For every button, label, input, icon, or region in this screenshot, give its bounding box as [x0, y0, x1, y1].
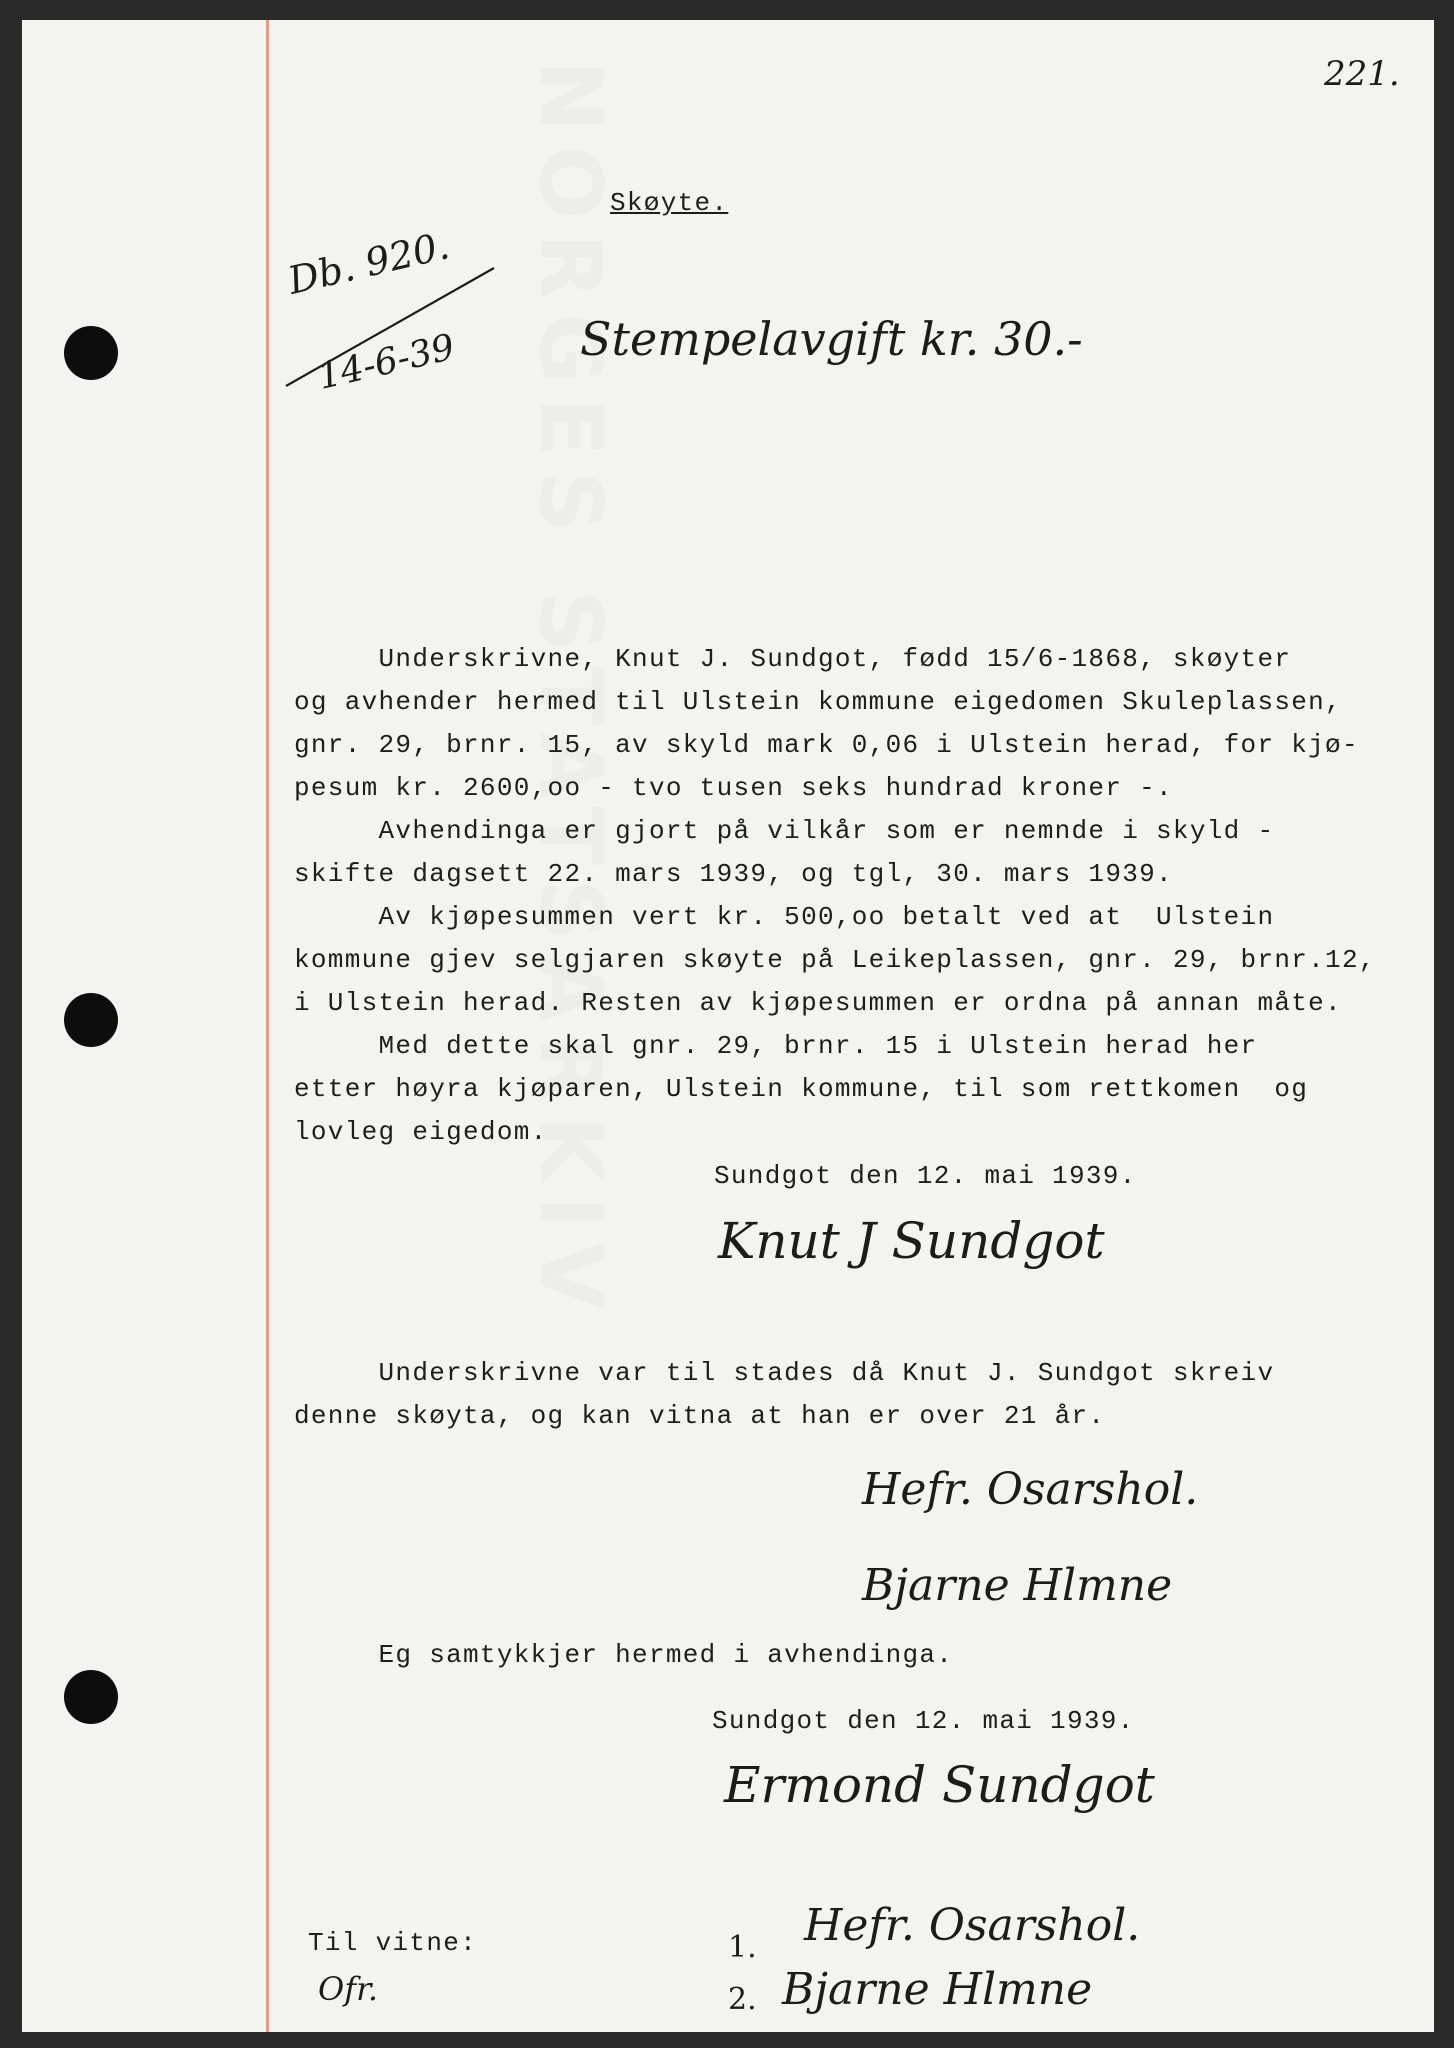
signature-witness-1: Hefr. Osarshol.	[862, 1464, 1199, 1515]
docket-date: 14-6-39	[314, 326, 459, 398]
body-line: Underskrivne var til stades då Knut J. Sundgot skreiv	[294, 1358, 1275, 1388]
body-line: i Ulstein herad. Resten av kjøpesummen er ordna på annan måte.	[294, 988, 1342, 1018]
watermark: NORGES STATSARKIV	[520, 60, 620, 1323]
til-vitne-note: Ofr.	[318, 1970, 379, 2008]
signature-spouse: Ermond Sundgot	[724, 1756, 1155, 1814]
punch-hole	[64, 326, 118, 380]
body-line: kommune gjev selgjaren skøyte på Leikeplassen, gnr. 29, brnr.12,	[294, 945, 1376, 975]
body-line: pesum kr. 2600,oo - tvo tusen seks hundrad kroner -.	[294, 773, 1173, 803]
body-line: Avhendinga er gjort på vilkår som er nemnde i skyld -	[294, 816, 1275, 846]
place-date: Sundgot den 12. mai 1939.	[712, 1706, 1135, 1736]
signature-witness-2: Bjarne Hlmne	[862, 1560, 1173, 1611]
punch-hole	[64, 1670, 118, 1724]
signature-seller: Knut J Sundgot	[718, 1212, 1105, 1270]
body-line: Underskrivne, Knut J. Sundgot, fødd 15/6-1868, skøyter	[294, 644, 1292, 674]
body-line: og avhender hermed til Ulstein kommune eigedomen Skuleplassen,	[294, 687, 1342, 717]
body-line: Med dette skal gnr. 29, brnr. 15 i Ulstein herad her	[294, 1031, 1258, 1061]
body-line: lovleg eigedom.	[294, 1117, 548, 1147]
body-line: skifte dagsett 22. mars 1939, og tgl, 30. mars 1939.	[294, 859, 1173, 889]
witness-number: 1.	[728, 1930, 757, 1965]
docket-number: Db. 920.	[284, 223, 454, 303]
til-vitne-label: Til vitne:	[308, 1928, 478, 1958]
body-line: Av kjøpesummen vert kr. 500,oo betalt ved at Ulstein	[294, 902, 1275, 932]
witness-number: 2.	[728, 1982, 757, 2017]
document-title: Skøyte.	[610, 188, 729, 218]
consent-line: Eg samtykkjer hermed i avhendinga.	[294, 1640, 954, 1670]
witness-name: Bjarne Hlmne	[782, 1964, 1093, 2015]
page-number: 221.	[1324, 54, 1400, 94]
margin-line	[266, 20, 269, 2032]
stamp-duty-note: Stempelavgift kr. 30.-	[580, 312, 1083, 366]
body-line: denne skøyta, og kan vitna at han er over 21 år.	[294, 1401, 1106, 1431]
document-page	[22, 20, 1434, 2032]
body-line: etter høyra kjøparen, Ulstein kommune, til som rettkomen og	[294, 1074, 1309, 1104]
witness-name: Hefr. Osarshol.	[804, 1900, 1141, 1951]
body-line: gnr. 29, brnr. 15, av skyld mark 0,06 i Ulstein herad, for kjø-	[294, 730, 1359, 760]
punch-hole	[64, 993, 118, 1047]
place-date: Sundgot den 12. mai 1939.	[714, 1161, 1137, 1191]
